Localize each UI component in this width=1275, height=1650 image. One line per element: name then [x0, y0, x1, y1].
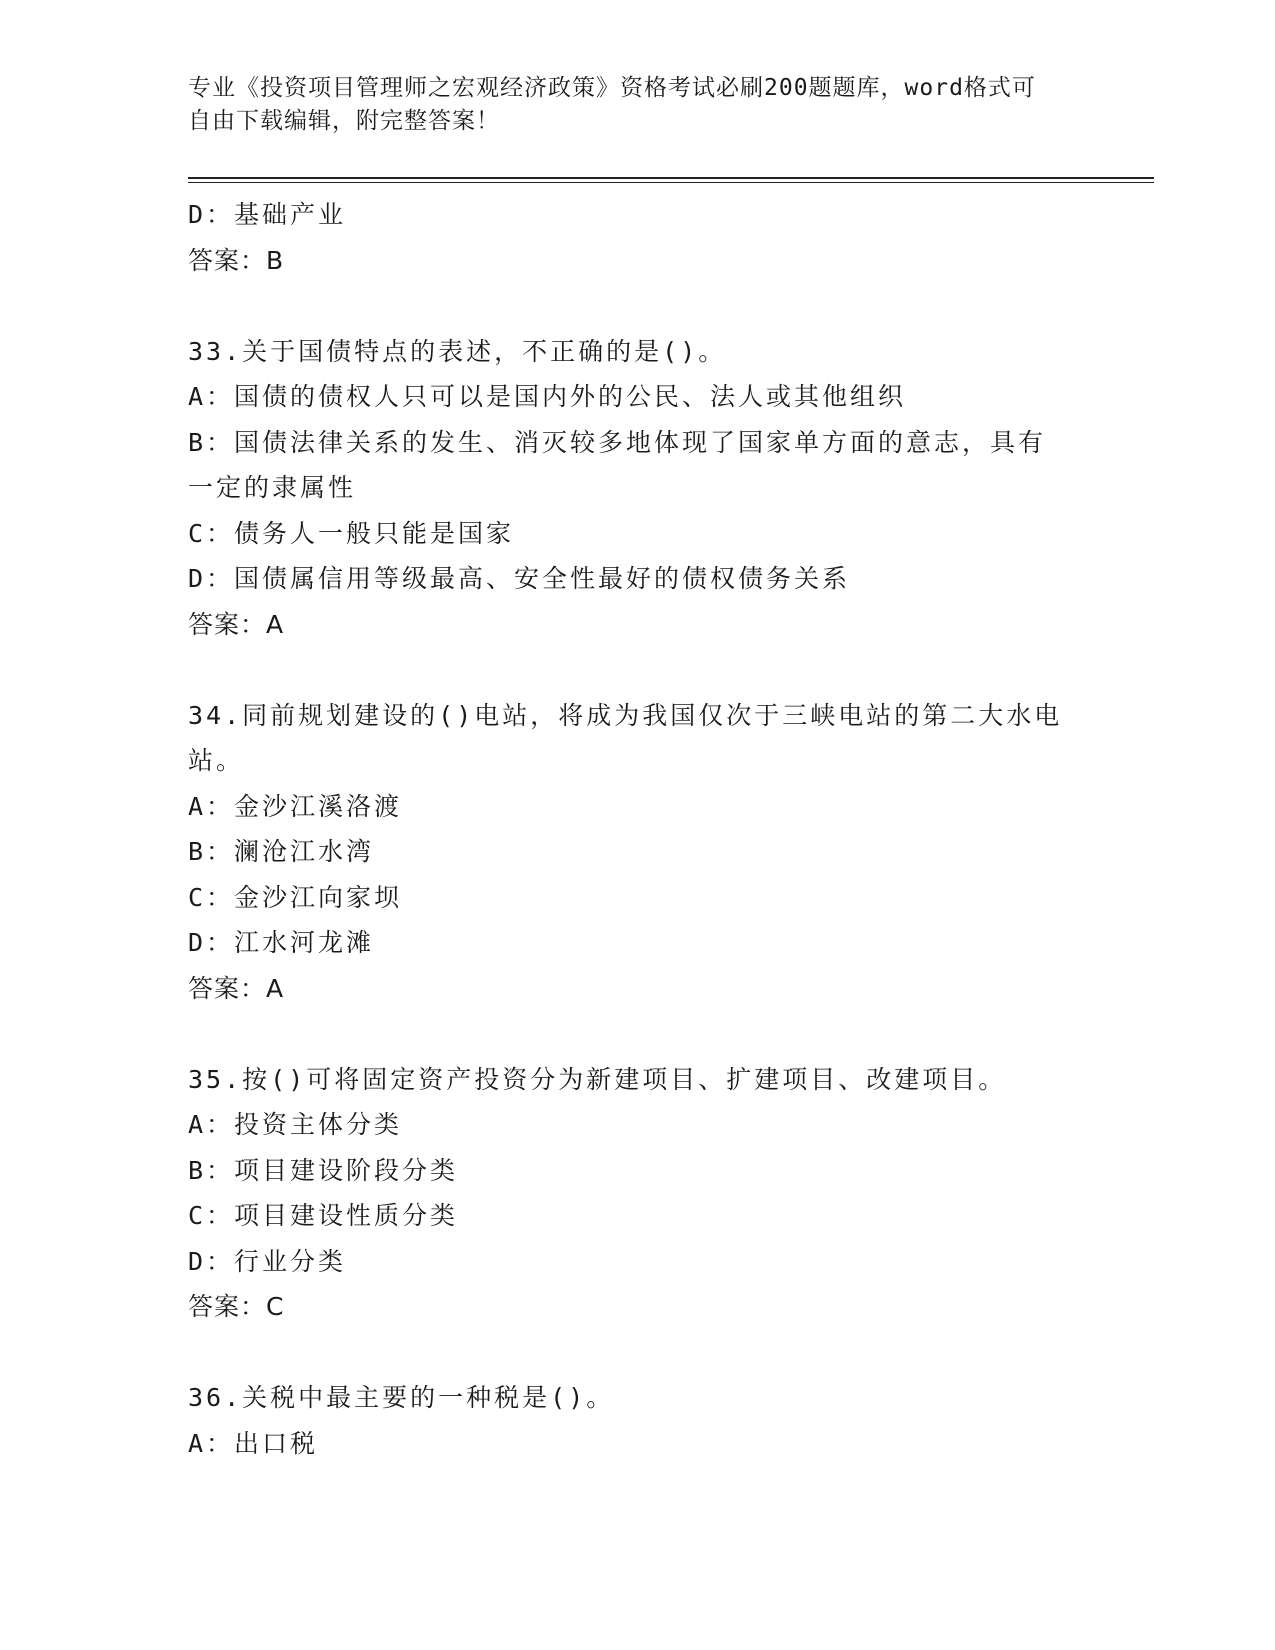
answer: 答案：C [188, 1292, 285, 1321]
header-line-1: 专业《投资项目管理师之宏观经济政策》资格考试必刷200题题库，word格式可 [188, 75, 1036, 101]
option-d: D：行业分类 [188, 1246, 347, 1276]
carry-over-answer: 答案：B [188, 245, 285, 275]
option-a: A：金沙江溪洛渡 [188, 791, 403, 821]
question-stem: 36.关税中最主要的一种税是()。 [188, 1383, 615, 1412]
option-c: C：金沙江向家坝 [188, 882, 403, 912]
question-stem: 34.同前规划建设的()电站，将成为我国仅次于三峡电站的第二大水电 [188, 700, 1063, 730]
question-35 [188, 1057, 1088, 1330]
option-b: B：国债法律关系的发生、消灭较多地体现了国家单方面的意志，具有 [188, 427, 1047, 457]
question-34 [188, 693, 1088, 1012]
question-list [188, 192, 1088, 1466]
header-rule-thick [188, 177, 1154, 179]
option-a: A：投资主体分类 [188, 1110, 403, 1139]
option-b: B：澜沧江水湾 [188, 837, 375, 866]
option-c: C：项目建设性质分类 [188, 1201, 459, 1230]
question-33 [188, 329, 1088, 648]
question-stem-continued: 站。 [188, 746, 245, 775]
answer: 答案：A [188, 973, 285, 1003]
option-d: D：国债属信用等级最高、安全性最好的债权债务关系 [188, 564, 851, 593]
spacer [188, 1330, 1088, 1376]
header-line-2: 自由下载编辑，附完整答案！ [188, 108, 500, 134]
question-stem: 33.关于国债特点的表述，不正确的是()。 [188, 336, 727, 366]
header-rule-thin [188, 182, 1154, 183]
option-a: A：出口税 [188, 1428, 319, 1458]
carry-over-option-d: D：基础产业 [188, 200, 347, 229]
document-header [188, 72, 1068, 138]
spacer [188, 283, 1088, 329]
option-a: A：国债的债权人只可以是国内外的公民、法人或其他组织 [188, 382, 907, 411]
option-b: B：项目建设阶段分类 [188, 1155, 459, 1185]
option-c: C：债务人一般只能是国家 [188, 518, 515, 548]
question-stem: 35.按()可将固定资产投资分为新建项目、扩建项目、改建项目。 [188, 1064, 1007, 1094]
answer: 答案：A [188, 609, 285, 639]
spacer [188, 1011, 1088, 1057]
question-36 [188, 1375, 1088, 1466]
option-d: D：江水河龙滩 [188, 928, 375, 957]
spacer [188, 647, 1088, 693]
option-b-continued: 一定的隶属性 [188, 473, 357, 502]
